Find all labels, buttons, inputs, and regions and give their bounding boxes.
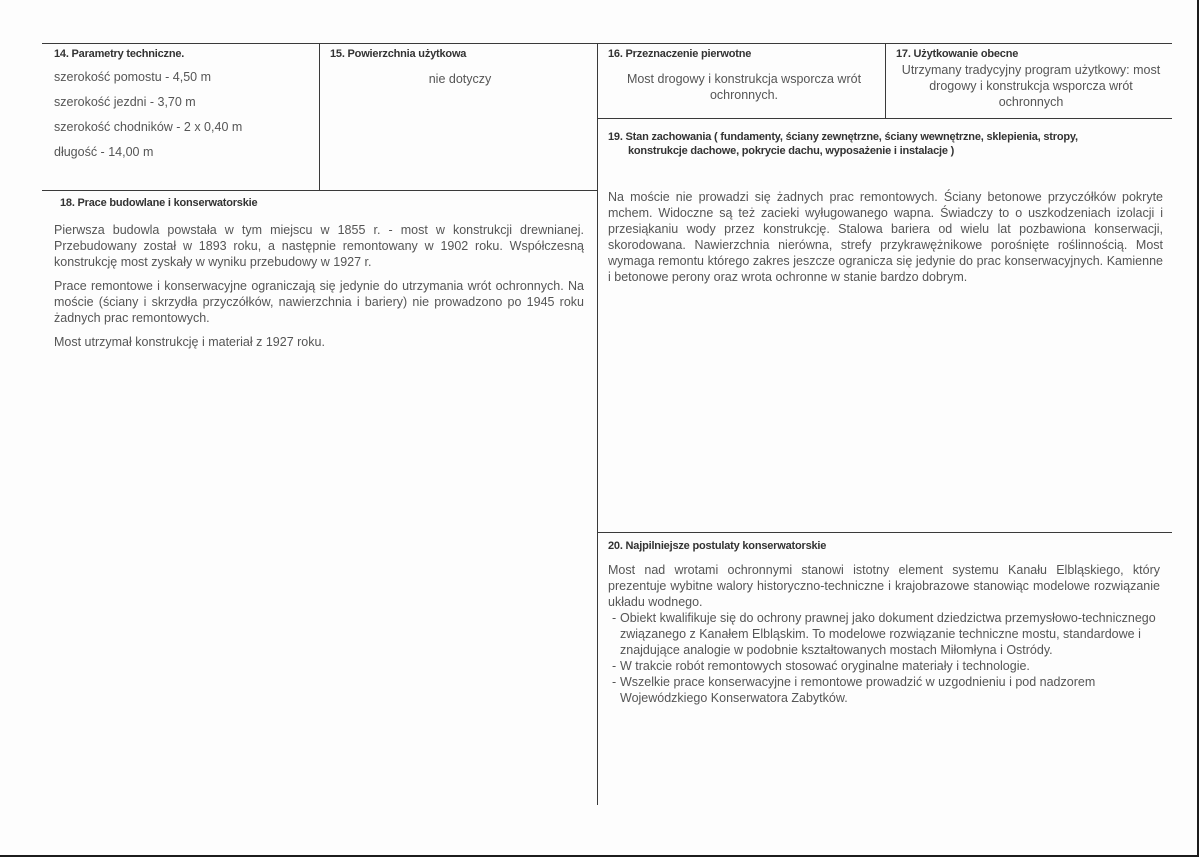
section-16-heading: 16. Przeznaczenie pierwotne — [608, 48, 752, 60]
usable-area-value: nie dotyczy — [428, 72, 492, 86]
postulate-item: - W trakcie robót remontowych stosować oryginalne materiały i technologie. — [612, 659, 1030, 673]
postulate-item: - Wszelkie prace konserwacyjne i remontowe prowadzić w uzgodnieniu i pod nadzorem Wojewódzkiego Konserwatora Zabytków. — [612, 675, 1096, 705]
param-sidewalk-width: szerokość chodników - 2 x 0,40 m — [54, 120, 243, 134]
section-19-heading-line1: 19. Stan zachowania ( fundamenty, ściany zewnętrzne, ściany wewnętrzne, sklepienia, stropy, — [608, 131, 1078, 143]
section-19 — [608, 130, 1163, 285]
rule-under-sec19-head — [597, 118, 885, 119]
section-15 — [330, 47, 590, 87]
section-16 — [608, 47, 880, 103]
section-20-heading: 20. Najpilniejsze postulaty konserwatorskie — [608, 540, 827, 552]
original-purpose-value: Most drogowy i konstrukcja wsporcza wrót ochronnych. — [626, 72, 862, 102]
condition-text: Na moście nie prowadzi się żadnych prac remontowych. Ściany betonowe przyczółków pokryte mchem. Widoczne są też zacieki wyługowanego wapna. Świadczy to o uszkodzeniach izolacji i przesiąkaniu wody przez konstrukcję. Stalowa bariera od wielu lat pozbawiona konserwacji, skorodowana. Nawierzchnia nierówna, strefy przykrawężnikowe porośnięte roślinnością. Most wymaga remontu którego zakres jeszcze ogranicza się jedynie do prac konserwacyjnych. Kamienne i betonowe perony oraz wrota ochronne w stanie bardzo dobrym. — [608, 190, 1163, 284]
divider-14-15 — [319, 43, 320, 190]
section-19-heading-line2: konstrukcje dachowe, pokrycie dachu, wyposażenie i instalacje ) — [628, 145, 955, 157]
rule-above-sec18 — [42, 190, 597, 191]
section-20 — [608, 539, 1160, 706]
postulate-item: - Obiekt kwalifikuje się do ochrony prawnej jako dokument dziedzictwa przemysłowo-technicznego związanego z Kanałem Elbląskim. To modelowe rozwiązanie techniczne mostu, standardowe i znajdujące analogie w podobnie kształtowanych mostach Miłomłyna i Ostródy. — [612, 611, 1156, 657]
rule-under-row1 — [885, 118, 1172, 119]
works-paragraph-3: Most utrzymał konstrukcję i materiał z 1927 roku. — [54, 335, 325, 349]
section-17-heading: 17. Użytkowanie obecne — [896, 48, 1019, 60]
postulates-intro: Most nad wrotami ochronnymi stanowi istotny element systemu Kanału Elbląskiego, który prezentuje wybitne walory historyczno-techniczne i krajobrazowe stanowiąc modelowe rozwiązanie układu wodnego. — [608, 563, 1160, 609]
top-rule — [42, 43, 1172, 44]
param-deck-width: szerokość pomostu - 4,50 m — [54, 70, 212, 84]
current-use-value: Utrzymany tradycyjny program użytkowy: most drogowy i konstrukcja wsporcza wrót ochronnych — [901, 63, 1161, 109]
divider-center — [597, 43, 598, 805]
param-length: długość - 14,00 m — [54, 145, 154, 159]
section-18-heading: 18. Prace budowlane i konserwatorskie — [60, 197, 258, 209]
works-paragraph-2: Prace remontowe i konserwacyjne ograniczają się jedynie do utrzymania wrót ochronnych. Na moście (ściany i skrzydła przyczółków, nawierzchnia i bariery) nie prowadzono po 1945 roku żadnych prac remontowych. — [54, 279, 584, 325]
section-14-heading: 14. Parametry techniczne. — [54, 48, 185, 60]
divider-16-17 — [885, 43, 886, 118]
postulates-list — [608, 610, 1160, 706]
rule-above-sec20 — [597, 532, 1172, 533]
section-14 — [54, 47, 314, 165]
works-paragraph-1: Pierwsza budowla powstała w tym miejscu w 1855 r. - most w konstrukcji drewnianej. Przebudowany został w 1893 roku, a następnie remontowany w 1902 roku. Współczesną konstrukcję most zyskały w wyniku przebudowy w 1927 r. — [54, 223, 584, 269]
section-18 — [54, 196, 584, 350]
section-17 — [896, 47, 1166, 110]
section-15-heading: 15. Powierzchnia użytkowa — [330, 48, 467, 60]
param-roadway-width: szerokość jezdni - 3,70 m — [54, 95, 196, 109]
